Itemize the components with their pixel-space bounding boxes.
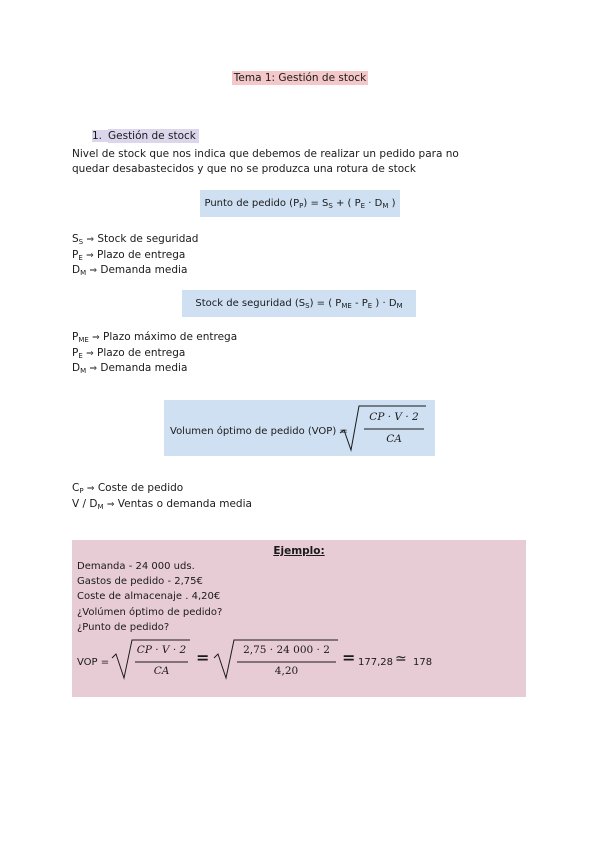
example-equals-1: = [196,648,210,667]
arrow-icon: ⇒ [106,499,115,510]
example-result: 177,28 [358,657,393,668]
section-number: 1. [92,130,108,142]
list-item: V / $D_M$ ⇒ Ventas o demanda media [72,497,252,511]
list-item: $C_P$ ⇒ Coste de pedido [72,482,184,495]
arrow-icon: ⇒ [89,266,98,276]
example-box [72,540,526,697]
example-line: ¿Punto de pedido? [77,621,170,633]
list-item: $P_{ME}$ ⇒ Plazo máximo de entrega [72,331,238,344]
section-heading-text: Gestión de stock [108,129,199,143]
example-vop-label: VOP = [77,657,110,668]
section-paragraph: Nivel de stock que nos indica que debemos de realizar un pedido para no quedar desabastecidos y que no se produzca una rotura de stock [72,148,459,175]
list-item: $D_M$ ⇒ Demanda media [72,264,188,277]
variables-list-1 [72,232,198,279]
page-title: Tema 1: Gestión de stock [233,72,367,84]
example-rounded-result: 178 [413,657,433,668]
arrow-icon: ⇒ [86,348,94,359]
variables-list-2 [72,330,237,377]
square-root-icon [164,400,435,456]
example-denominator-values: 4,20 [274,665,299,677]
vop-formula-box [164,400,435,456]
reorder-point-formula-box [200,190,400,217]
example-line: Gastos de pedido - 2,75€ [77,576,203,588]
example-equals-2: = [342,648,356,667]
arrow-icon: ⇒ [86,250,94,261]
list-item: $D_M$ ⇒ Demanda media [72,362,188,375]
safety-stock-formula-box [182,290,416,317]
example-numerator-values: 2,75 · 24 000 · 2 [243,644,330,656]
arrow-icon: ⇒ [92,333,100,343]
example-line: ¿Volúmen óptimo de pedido? [77,606,223,618]
safety-stock-formula: Stock de seguridad $(S_S)$ = ( $P_{ME} - P_E$ ) · $D_M$ [195,298,403,310]
approx-icon: ≃ [395,651,407,667]
list-item: $P_E$ ⇒ Plazo de entrega [72,346,186,360]
example-denominator: CA [153,665,170,677]
example-line: Coste de almacenaje . 4,20€ [77,591,221,603]
vop-formula-label: Volumen óptimo de pedido (VOP) = [170,426,348,437]
example-line: Demanda - 24 000 uds. [77,561,195,572]
list-item: $S_S$ ⇒ Stock de seguridad [72,233,199,246]
vop-denominator: CA [386,433,402,445]
section-heading [92,130,199,142]
arrow-icon: ⇒ [86,484,95,494]
example-numerator: CP · V · 2 [136,644,187,656]
list-item: $P_E$ ⇒ Plazo de entrega [72,248,186,262]
vop-numerator: CP · V · 2 [369,411,419,423]
variables-list-3 [72,481,252,512]
arrow-icon: ⇒ [86,235,95,245]
reorder-point-formula: Punto de pedido $(P_P) = S_S$ + ( $P_E \cdot D_M$ ) [204,198,396,210]
arrow-icon: ⇒ [89,364,98,374]
example-title: Ejemplo: [273,545,325,557]
